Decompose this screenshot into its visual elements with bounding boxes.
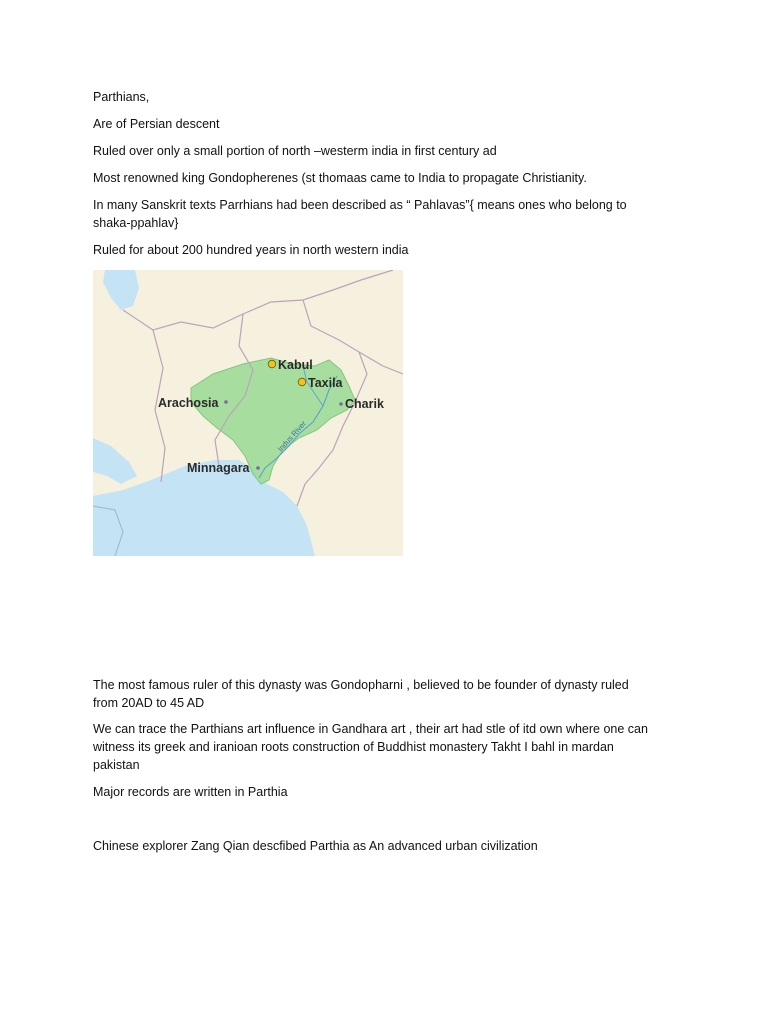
text-line-major-records: Major records are written in Parthia xyxy=(93,785,288,799)
text-line-ruled-portion: Ruled over only a small portion of north –westerm india in first century ad xyxy=(93,144,497,158)
paragraph-gandhara-art xyxy=(93,720,693,774)
map-label-taxila: Taxila xyxy=(308,376,343,390)
paragraph-famous-ruler xyxy=(93,676,693,712)
map-marker-charik xyxy=(339,402,343,406)
text-line-ruled-200-years: Ruled for about 200 hundred years in north western india xyxy=(93,243,409,257)
text-line-renowned-king: Most renowned king Gondopherenes (st thomaas came to India to propagate Christianity. xyxy=(93,171,587,185)
paragraph-line: pakistan xyxy=(93,758,140,772)
paragraph-line: The most famous ruler of this dynasty was Gondopharni , believed to be founder of dynasty ruled xyxy=(93,678,629,692)
parthian-territory-map xyxy=(93,270,403,556)
map-marker-kabul xyxy=(268,360,276,368)
map-image xyxy=(93,270,403,556)
map-label-arachosia: Arachosia xyxy=(158,396,219,410)
map-marker-taxila xyxy=(298,378,306,386)
map-label-charik: Charik xyxy=(345,397,384,411)
map-label-indus-river: Indus River xyxy=(275,419,308,454)
paragraph-line: witness its greek and iranioan roots construction of Buddhist monastery Takht I bahl in mardan xyxy=(93,740,614,754)
map-marker-minnagara xyxy=(256,466,260,470)
text-line-parthians: Parthians, xyxy=(93,90,150,104)
map-label-minnagara: Minnagara xyxy=(187,461,250,475)
text-line-chinese-explorer: Chinese explorer Zang Qian descfibed Parthia as An advanced urban civilization xyxy=(93,839,538,853)
text-line-persian-descent: Are of Persian descent xyxy=(93,117,220,131)
map-label-kabul: Kabul xyxy=(278,358,313,372)
paragraph-line: We can trace the Parthians art influence in Gandhara art , their art had stle of itd own where one can xyxy=(93,722,648,736)
paragraph-line: from 20AD to 45 AD xyxy=(93,696,205,710)
paragraph-line: In many Sanskrit texts Parrhians had been described as “ Pahlavas”{ means ones who belong to xyxy=(93,198,627,212)
paragraph-line: shaka-ppahlav} xyxy=(93,216,179,230)
paragraph-sanskrit-texts xyxy=(93,196,693,232)
map-marker-arachosia xyxy=(224,400,228,404)
